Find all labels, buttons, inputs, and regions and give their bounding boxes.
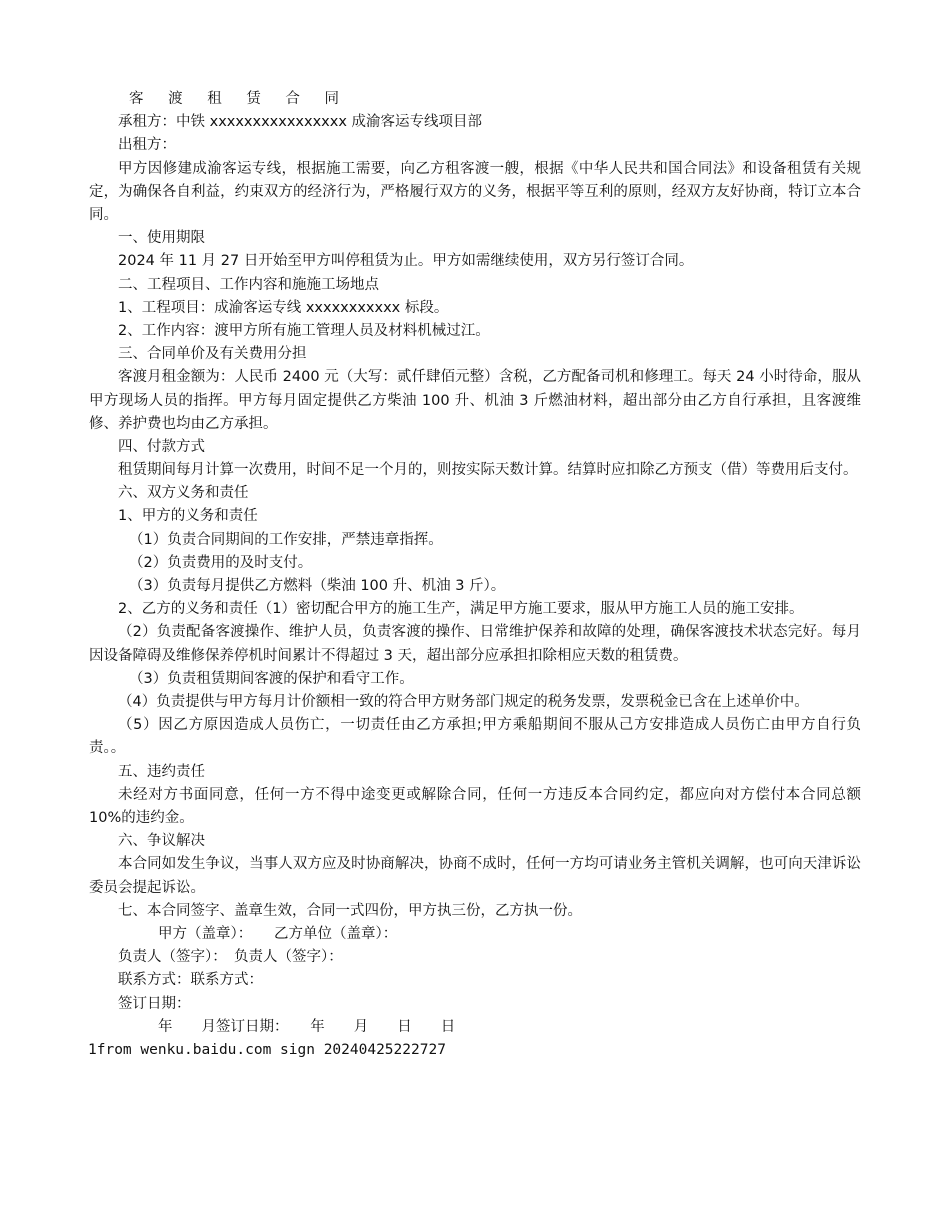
party-b-duty-5: （5）因乙方原因造成人员伤亡，一切责任由乙方承担;甲方乘船期间不服从己方安排造成人员伤亡由甲方自行负责。。: [89, 717, 861, 757]
contact-line: 联系方式：联系方式：: [118, 972, 263, 989]
contract-body: [89, 88, 861, 1062]
section-6-heading: 六、双方义务和责任: [118, 485, 249, 502]
party-a-duty-1: （1）负责合同期间的工作安排，严禁违章指挥。: [129, 531, 443, 548]
section-1-text: 2024 年 11 月 27 日开始至甲方叫停租赁为止。甲方如需继续使用，双方另行签订合同。: [118, 253, 694, 270]
section-4-heading: 四、付款方式: [118, 438, 205, 455]
signature-seal-line: 甲方（盖章）： 乙方单位（盖章）：: [158, 926, 398, 943]
section-3-paragraph: 客渡月租金额为：人民币 2400 元（大写：贰仟肆佰元整）含税，乙方配备司机和修理工。每天 24 小时待命，服从甲方现场人员的指挥。甲方每月固定提供乙方柴油 100 升、机油 3 斤燃油材料，超出部分由乙方自行承担，且客渡维修、养护费也均由乙方承担。: [89, 369, 861, 432]
party-b-duty-2: （2）负责配备客渡操作、维护人员，负责客渡的操作、日常维护保养和故障的处理，确保客渡技术状态完好。每月因设备障碍及维修保养停机时间累计不得超过 3 天，超出部分应承担扣除相应天数的租赁费。: [89, 624, 861, 664]
section-4-paragraph: 租赁期间每月计算一次费用，时间不足一个月的，则按实际天数计算。结算时应扣除乙方预支（借）等费用后支付。: [118, 462, 858, 479]
section-2-heading: 二、工程项目、工作内容和施施工场地点: [118, 276, 379, 293]
section-7-text: 七、本合同签字、盖章生效，合同一式四份，甲方执三份，乙方执一份。: [118, 902, 582, 919]
lessor-line: 出租方：: [118, 137, 176, 154]
section-5-heading: 五、违约责任: [118, 763, 205, 780]
section-2-item-2: 2、工作内容：渡甲方所有施工管理人员及材料机械过江。: [118, 322, 490, 339]
signing-date-label: 签订日期：: [118, 995, 191, 1012]
signature-person-line: 负责人（签字）： 负责人（签字）：: [118, 949, 343, 966]
party-a-duty-3: （3）负责每月提供乙方燃料（柴油 100 升、机油 3 斤）。: [129, 578, 506, 595]
signing-date-line: 年 月签订日期： 年 月 日 日: [158, 1018, 456, 1035]
party-b-duty-1: 2、乙方的义务和责任（1）密切配合甲方的施工生产，满足甲方施工要求，服从甲方施工人员的施工安排。: [118, 601, 804, 618]
lessee-line: 承租方：中铁 xxxxxxxxxxxxxxxx 成渝客运专线项目部: [118, 114, 483, 131]
party-a-duties-heading: 1、甲方的义务和责任: [118, 508, 258, 525]
party-b-duty-4: （4）负责提供与甲方每月计价额相一致的符合甲方财务部门规定的税务发票，发票税金已含在上述单价中。: [118, 694, 809, 711]
party-b-duty-3: （3）负责租赁期间客渡的保护和看守工作。: [129, 670, 414, 687]
section-5-paragraph: 未经对方书面同意，任何一方不得中途变更或解除合同，任何一方违反本合同约定，都应向对方偿付本合同总额 10%的违约金。: [89, 786, 861, 827]
dispute-paragraph: 本合同如发生争议，当事人双方应及时协商解决，协商不成时，任何一方均可请业务主管机关调解，也可向天津诉讼委员会提起诉讼。: [89, 856, 861, 896]
section-1-heading: 一、使用期限: [118, 230, 205, 247]
contract-title: 客 渡 租 赁 合 同: [129, 91, 350, 107]
party-a-duty-2: （2）负责费用的及时支付。: [129, 554, 313, 571]
section-3-heading: 三、合同单价及有关费用分担: [118, 346, 307, 363]
dispute-heading: 六、争议解决: [118, 833, 205, 850]
footer-source: 1from wenku.baidu.com sign 20240425222727: [88, 1041, 446, 1058]
section-2-item-1: 1、工程项目：成渝客运专线 xxxxxxxxxxx 标段。: [118, 299, 449, 316]
intro-paragraph: 甲方因修建成渝客运专线，根据施工需要，向乙方租客渡一艘，根据《中华人民共和国合同法》和设备租赁有关规定，为确保各自利益，约束双方的经济行为，严格履行双方的义务，根据平等互利的原则，经双方友好协商，特订立本合同。: [89, 160, 861, 223]
